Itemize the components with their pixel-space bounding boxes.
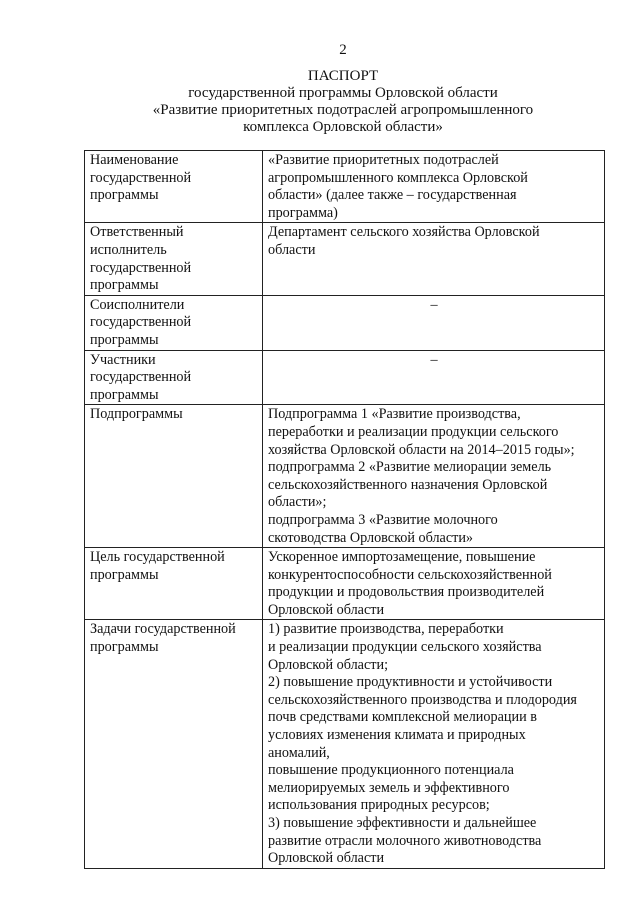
label-line: Подпрограммы [90,406,183,423]
value-line: 2) повышение продуктивности и устойчивости [268,674,553,691]
row-label-name [85,151,263,223]
label-line: Цель государственной [90,549,225,566]
table-row-name [85,151,605,223]
table-row-participants [85,350,605,405]
row-value-goal [263,548,605,620]
label-line: Ответственный [90,224,184,241]
document-subtitle-line-1: государственной программы Орловской области [188,85,498,101]
value-line: повышение продукционного потенциала [268,762,514,779]
row-value-name [263,151,605,223]
value-line: продукции и продовольствия производителей [268,584,545,601]
table-row-tasks [85,620,605,868]
label-line: программы [90,386,159,403]
document-subtitle-line-3: комплекса Орловской области» [243,119,443,135]
value-line: Департамент сельского хозяйства Орловской [268,224,540,241]
value-line: программа) [268,204,338,221]
label-line: государственной [90,369,192,386]
value-line: развитие отрасли молочного животноводства [268,832,542,849]
value-line: Орловской области [268,601,385,618]
value-line: конкурентоспособности сельскохозяйственной [268,566,552,583]
value-line: подпрограмма 2 «Развитие мелиорации земель [268,459,552,476]
label-line: программы [90,187,159,204]
label-line: государственной [90,259,192,276]
value-line: Орловской области [268,850,385,867]
value-line: мелиорируемых земель и эффективного [268,779,510,796]
value-line: Ускоренное импортозамещение, повышение [268,549,536,566]
label-line: программы [90,639,159,656]
table-row-responsible-executor [85,223,605,295]
table-row-co-executors [85,295,605,350]
page-number: 2 [339,42,347,58]
row-label-tasks [85,620,263,868]
value-line: скотоводства Орловской области» [268,529,474,546]
table-row-subprograms [85,405,605,548]
value-line: 3) повышение эффективности и дальнейшее [268,815,537,831]
value-line: условиях изменения климата и природных [268,727,526,744]
row-label-subprograms [85,405,263,548]
value-line: области» (далее также – государственная [268,187,517,204]
label-line: государственной [90,169,192,186]
value-line: области»; [268,494,327,511]
document-title: ПАСПОРТ [307,68,379,84]
value-line: – [430,351,438,368]
label-line: Соисполнители [90,296,185,313]
label-line: исполнитель [90,241,167,258]
value-line: агропромышленного комплекса Орловской [268,169,528,186]
row-value-participants [263,350,605,405]
label-line: государственной [90,314,192,331]
label-line: Задачи государственной [90,621,236,638]
value-line: хозяйства Орловской области на 2014–2015 годы»; [268,441,575,458]
label-line: программы [90,566,159,583]
value-line: почв средствами комплексной мелиорации в [268,709,537,726]
document-subtitle-line-2: «Развитие приоритетных подотраслей агропромышленного [152,102,534,118]
row-label-co-executors [85,295,263,350]
row-value-responsible-executor [263,223,605,295]
row-label-responsible-executor [85,223,263,295]
value-line: подпрограмма 3 «Развитие молочного [268,511,498,528]
row-value-subprograms [263,405,605,548]
row-label-participants [85,350,263,405]
value-line: аномалий, [268,744,330,761]
value-line: сельскохозяйственного производства и плодородия [268,691,577,708]
label-line: Участники [90,351,156,368]
label-line: программы [90,277,159,294]
row-label-goal [85,548,263,620]
row-value-co-executors [263,295,605,350]
value-line: переработки и реализации продукции сельского [268,423,559,440]
value-line: Подпрограмма 1 «Развитие производства, [268,406,521,423]
value-line: и реализации продукции сельского хозяйства [268,639,542,656]
value-line: – [430,296,438,313]
label-line: Наименование [90,152,179,168]
passport-table [84,150,605,869]
value-line: области [268,241,316,258]
value-line: сельскохозяйственного назначения Орловской [268,476,548,493]
table-row-goal [85,548,605,620]
value-line: Орловской области; [268,656,389,673]
passport-table-body [85,151,605,869]
value-line: «Развитие приоритетных подотраслей [268,152,499,168]
value-line: 1) развитие производства, переработки [268,621,504,638]
row-value-tasks [263,620,605,868]
label-line: программы [90,331,159,348]
value-line: использования природных ресурсов; [268,797,490,814]
